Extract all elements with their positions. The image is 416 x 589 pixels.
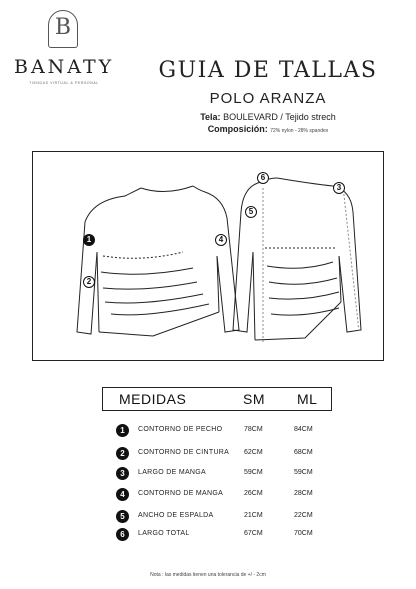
composition-line <box>120 124 416 134</box>
row-measure-name: CONTORNO DE MANGA <box>138 490 224 497</box>
marker-6: 6 <box>257 172 269 184</box>
garment-sketch <box>33 152 383 360</box>
row-number-badge: 1 <box>116 424 129 437</box>
marker-3: 3 <box>333 182 345 194</box>
row-number-badge: 3 <box>116 467 129 480</box>
table-row <box>116 527 336 545</box>
row-ml-value: 84CM <box>294 426 313 433</box>
row-sm-value: 59CM <box>244 469 263 476</box>
row-sm-value: 67CM <box>244 530 263 537</box>
header-ml: ML <box>297 391 318 407</box>
fabric-value: BOULEVARD / Tejido strech <box>223 112 336 122</box>
header-sm: SM <box>243 391 265 407</box>
marker-1: 1 <box>83 234 95 246</box>
row-ml-value: 22CM <box>294 512 313 519</box>
size-table-header <box>102 387 332 411</box>
row-ml-value: 28CM <box>294 490 313 497</box>
row-measure-name: LARGO TOTAL <box>138 530 190 537</box>
table-row <box>116 509 336 527</box>
fabric-label: Tela: <box>200 112 221 122</box>
row-ml-value: 68CM <box>294 449 313 456</box>
marker-4: 4 <box>215 234 227 246</box>
page-title: GUIA DE TALLAS <box>158 58 378 83</box>
composition-value: 72% nylon - 28% spandex <box>270 128 329 134</box>
product-name: POLO ARANZA <box>209 90 327 107</box>
back-view-sketch <box>233 178 361 342</box>
row-ml-value: 70CM <box>294 530 313 537</box>
tolerance-note: Nota : las medidas tienen una tolerancia de +/ - 2cm <box>150 572 266 578</box>
row-measure-name: ANCHO DE ESPALDA <box>138 512 214 519</box>
row-sm-value: 21CM <box>244 512 263 519</box>
front-view-sketch <box>77 186 239 336</box>
table-row <box>116 466 336 484</box>
row-number-badge: 4 <box>116 488 129 501</box>
brand-tagline: TIENDAS VIRTUAL & PERSONAL <box>29 81 99 85</box>
row-number-badge: 5 <box>116 510 129 523</box>
row-sm-value: 78CM <box>244 426 263 433</box>
brand-logo <box>14 10 114 100</box>
row-measure-name: CONTORNO DE CINTURA <box>138 449 230 456</box>
table-row <box>116 423 336 441</box>
brand-name: BANATY <box>14 56 115 78</box>
table-row <box>116 487 336 505</box>
row-measure-name: LARGO DE MANGA <box>138 469 206 476</box>
garment-diagram <box>32 151 384 361</box>
logo-letter: B <box>54 15 72 40</box>
header-measures: MEDIDAS <box>119 391 187 407</box>
composition-label: Composición: <box>207 124 268 134</box>
row-measure-name: CONTORNO DE PECHO <box>138 426 223 433</box>
row-number-badge: 6 <box>116 528 129 541</box>
fabric-line <box>120 112 416 122</box>
table-row <box>116 446 336 464</box>
row-ml-value: 59CM <box>294 469 313 476</box>
row-number-badge: 2 <box>116 447 129 460</box>
logo-monogram-badge <box>48 10 78 48</box>
marker-2: 2 <box>83 276 95 288</box>
marker-5: 5 <box>245 206 257 218</box>
row-sm-value: 62CM <box>244 449 263 456</box>
row-sm-value: 26CM <box>244 490 263 497</box>
